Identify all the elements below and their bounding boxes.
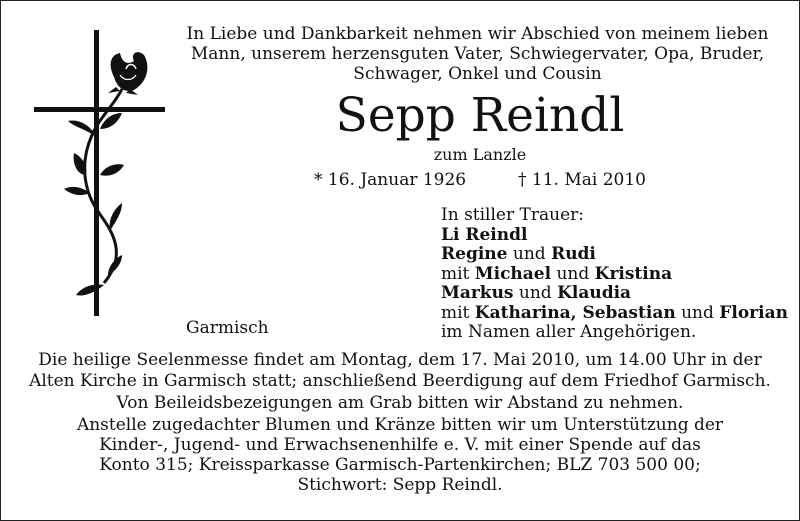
intro-line: Schwager, Onkel und Cousin: [353, 64, 602, 84]
mourners-list: [441, 206, 788, 343]
mourner-line: [441, 284, 788, 304]
mourners-closing: im Namen aller Angehörigen.: [441, 322, 697, 342]
mourner-name: Katharina, Sebastian: [474, 302, 676, 323]
mourner-line: [441, 265, 788, 285]
service-info: [10, 350, 790, 391]
conjunction: und: [551, 263, 595, 284]
mourner-name: Florian: [719, 302, 788, 323]
mourner-name: Rudi: [551, 244, 596, 264]
mourner-name: Markus: [441, 283, 514, 303]
mourner-name: Michael: [474, 263, 552, 284]
donation-line: Stichwort: Sepp Reindl.: [297, 475, 503, 495]
conjunction: und: [513, 283, 558, 303]
condolence-note: Von Beileidsbezeigungen am Grab bitten wir Abstand zu nehmen.: [116, 393, 684, 413]
mourner-name: Regine: [441, 244, 508, 264]
intro-line: In Liebe und Dankbarkeit nehmen wir Abschied von meinem lieben: [186, 24, 769, 44]
deceased-name: Sepp Reindl: [335, 88, 625, 143]
intro-text: [175, 24, 780, 84]
death-date: † 11. Mai 2010: [518, 170, 646, 190]
conjunction: und: [675, 302, 720, 323]
prefix: mit: [441, 302, 475, 323]
mourner-line: [441, 245, 788, 265]
donation-line: Anstelle zugedachter Blumen und Kränze bitten wir um Unterstützung der: [76, 415, 724, 435]
intro-line: Mann, unserem herzensguten Vater, Schwiegervater, Opa, Bruder,: [190, 44, 765, 64]
mourners-heading: In stiller Trauer:: [441, 205, 584, 225]
donation-line: Kinder-, Jugend- und Erwachsenenhilfe e. V. mit einer Spende auf das: [99, 435, 701, 455]
cross-with-rose-icon: [30, 25, 170, 325]
deceased-nickname: zum Lanzle: [433, 145, 527, 164]
mourner-name: Klaudia: [557, 283, 632, 303]
mourner-line: [441, 226, 788, 246]
mourner-name: Kristina: [594, 263, 673, 284]
donation-line: Konto 315; Kreissparkasse Garmisch-Partenkirchen; BLZ 703 500 00;: [99, 455, 701, 475]
prefix: mit: [441, 263, 475, 284]
mourner-name: Li Reindl: [441, 224, 528, 245]
conjunction: und: [507, 244, 552, 264]
donation-info: [10, 415, 790, 495]
birth-date: * 16. Januar 1926: [314, 170, 467, 190]
service-line: Die heilige Seelenmesse findet am Montag, dem 17. Mai 2010, um 14.00 Uhr in der: [38, 350, 762, 370]
service-line: Alten Kirche in Garmisch statt; anschließend Beerdigung auf dem Friedhof Garmisch.: [29, 370, 771, 391]
mourner-line: [441, 304, 788, 324]
town-name: Garmisch: [186, 318, 269, 338]
